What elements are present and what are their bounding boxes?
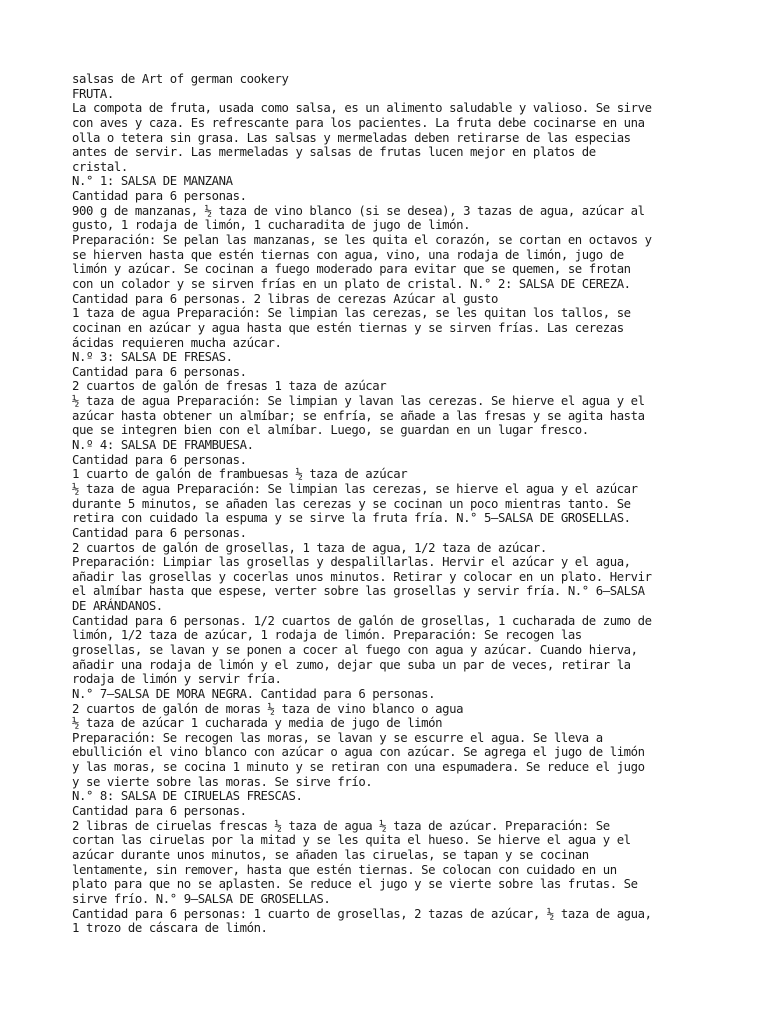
text-line: con un colador y se sirven frías en un plato de cristal. N.° 2: SALSA DE CEREZA. — [72, 276, 631, 291]
text-line: 1 taza de agua Preparación: Se limpian las cerezas, se les quitan los tallos, se — [72, 306, 631, 321]
text-line: 2 cuartos de galón de fresas 1 taza de azúcar — [72, 379, 387, 394]
text-line: N.º 4: SALSA DE FRAMBUESA. — [72, 438, 254, 453]
text-line: Cantidad para 6 personas: 1 cuarto de grosellas, 2 tazas de azúcar, ½ taza de agua, — [72, 906, 652, 921]
text-line: azúcar durante unos minutos, se añaden las ciruelas, se tapan y se cocinan — [72, 847, 589, 862]
text-line: DE ARÁNDANOS. — [72, 599, 163, 614]
text-line: Preparación: Limpiar las grosellas y despalillarlas. Hervir el azúcar y el agua, — [72, 555, 631, 570]
text-line: plato para que no se aplasten. Se reduce el jugo y se vierte sobre las frutas. Se — [72, 877, 638, 892]
text-line: limón y azúcar. Se cocinan a fuego moderado para evitar que se quemen, se frotan — [72, 262, 631, 277]
text-line: Cantidad para 6 personas. — [72, 364, 247, 379]
text-line: gusto, 1 rodaja de limón, 1 cucharadita de jugo de limón. — [72, 218, 471, 233]
text-line: N.° 8: SALSA DE CIRUELAS FRESCAS. — [72, 789, 303, 804]
text-line: ebullición el vino blanco con azúcar o agua con azúcar. Se agrega el jugo de limón — [72, 745, 645, 760]
text-line: Preparación: Se recogen las moras, se lavan y se escurre el agua. Se lleva a — [72, 730, 603, 745]
text-line: 900 g de manzanas, ½ taza de vino blanco (si se desea), 3 tazas de agua, azúcar al — [72, 203, 645, 218]
text-line: se hierven hasta que estén tiernas con agua, vino, una rodaja de limón, jugo de — [72, 247, 624, 262]
text-line: 2 cuartos de galón de grosellas, 1 taza de agua, 1/2 taza de azúcar. — [72, 540, 547, 555]
text-line: Cantidad para 6 personas. 2 libras de cerezas Azúcar al gusto — [72, 291, 498, 306]
text-line: ½ taza de azúcar 1 cucharada y media de jugo de limón — [72, 716, 443, 731]
text-line: durante 5 minutos, se añaden las cerezas y se cocinan un poco mientras tanto. Se — [72, 496, 631, 511]
text-line: grosellas, se lavan y se ponen a cocer al fuego con agua y azúcar. Cuando hierva, — [72, 642, 638, 657]
text-line: cortan las ciruelas por la mitad y se les quita el hueso. Se hierve el agua y el — [72, 833, 631, 848]
text-line: azúcar hasta obtener un almíbar; se enfría, se añade a las fresas y se agita hasta — [72, 408, 645, 423]
text-line: cocinan en azúcar y agua hasta que estén tiernas y se sirven frías. Las cerezas — [72, 320, 624, 335]
text-line: 2 libras de ciruelas frescas ½ taza de agua ½ taza de azúcar. Preparación: Se — [72, 818, 610, 833]
text-line: ½ taza de agua Preparación: Se limpian y lavan las cerezas. Se hierve el agua y el — [72, 394, 645, 409]
text-line: N.° 7—SALSA DE MORA NEGRA. Cantidad para 6 personas. — [72, 686, 436, 701]
text-line: Cantidad para 6 personas. — [72, 452, 247, 467]
text-line: sirve frío. N.° 9—SALSA DE GROSELLAS. — [72, 891, 331, 906]
text-line: añadir una rodaja de limón y el zumo, dejar que suba un par de veces, retirar la — [72, 657, 631, 672]
text-line: Cantidad para 6 personas. — [72, 525, 247, 540]
document-page — [72, 72, 702, 936]
text-line: con aves y caza. Es refrescante para los pacientes. La fruta debe cocinarse en una — [72, 115, 645, 130]
text-line: N.° 1: SALSA DE MANZANA — [72, 174, 233, 189]
text-line: rodaja de limón y servir fría. — [72, 672, 282, 687]
text-line: ácidas requieren mucha azúcar. — [72, 335, 282, 350]
text-line: retira con cuidado la espuma y se sirve la fruta fría. N.° 5—SALSA DE GROSELLAS. — [72, 511, 631, 526]
text-line: que se integren bien con el almíbar. Luego, se guardan en un lugar fresco. — [72, 423, 589, 438]
text-line: 2 cuartos de galón de moras ½ taza de vino blanco o agua — [72, 701, 464, 716]
text-line: 1 trozo de cáscara de limón. — [72, 921, 268, 936]
text-line: cristal. — [72, 159, 128, 174]
text-line: Cantidad para 6 personas. — [72, 804, 247, 819]
text-line: olla o tetera sin grasa. Las salsas y mermeladas deben retirarse de las especias — [72, 130, 631, 145]
text-line: N.º 3: SALSA DE FRESAS. — [72, 350, 233, 365]
text-line: y las moras, se cocina 1 minuto y se retiran con una espumadera. Se reduce el jugo — [72, 760, 645, 775]
text-line: antes de servir. Las mermeladas y salsas de frutas lucen mejor en platos de — [72, 145, 596, 160]
text-line: Preparación: Se pelan las manzanas, se les quita el corazón, se cortan en octavos y — [72, 233, 652, 248]
text-line: lentamente, sin remover, hasta que estén tiernas. Se colocan con cuidado en un — [72, 862, 617, 877]
text-line: añadir las grosellas y cocerlas unos minutos. Retirar y colocar en un plato. Hervir — [72, 569, 652, 584]
text-line: y se vierte sobre las moras. Se sirve frío. — [72, 774, 373, 789]
text-line: FRUTA. — [72, 86, 114, 101]
text-line: La compota de fruta, usada como salsa, es un alimento saludable y valioso. Se sirve — [72, 101, 652, 116]
text-line: salsas de Art of german cookery — [72, 72, 289, 86]
text-line: 1 cuarto de galón de frambuesas ½ taza de azúcar — [72, 467, 408, 482]
text-line: limón, 1/2 taza de azúcar, 1 rodaja de limón. Preparación: Se recogen las — [72, 628, 582, 643]
text-line: Cantidad para 6 personas. 1/2 cuartos de galón de grosellas, 1 cucharada de zumo de — [72, 613, 652, 628]
text-line: el almíbar hasta que espese, verter sobre las grosellas y servir fría. N.° 6—SALSA — [72, 584, 645, 599]
text-line: ½ taza de agua Preparación: Se limpian las cerezas, se hierve el agua y el azúcar — [72, 481, 638, 496]
text-line: Cantidad para 6 personas. — [72, 189, 247, 204]
